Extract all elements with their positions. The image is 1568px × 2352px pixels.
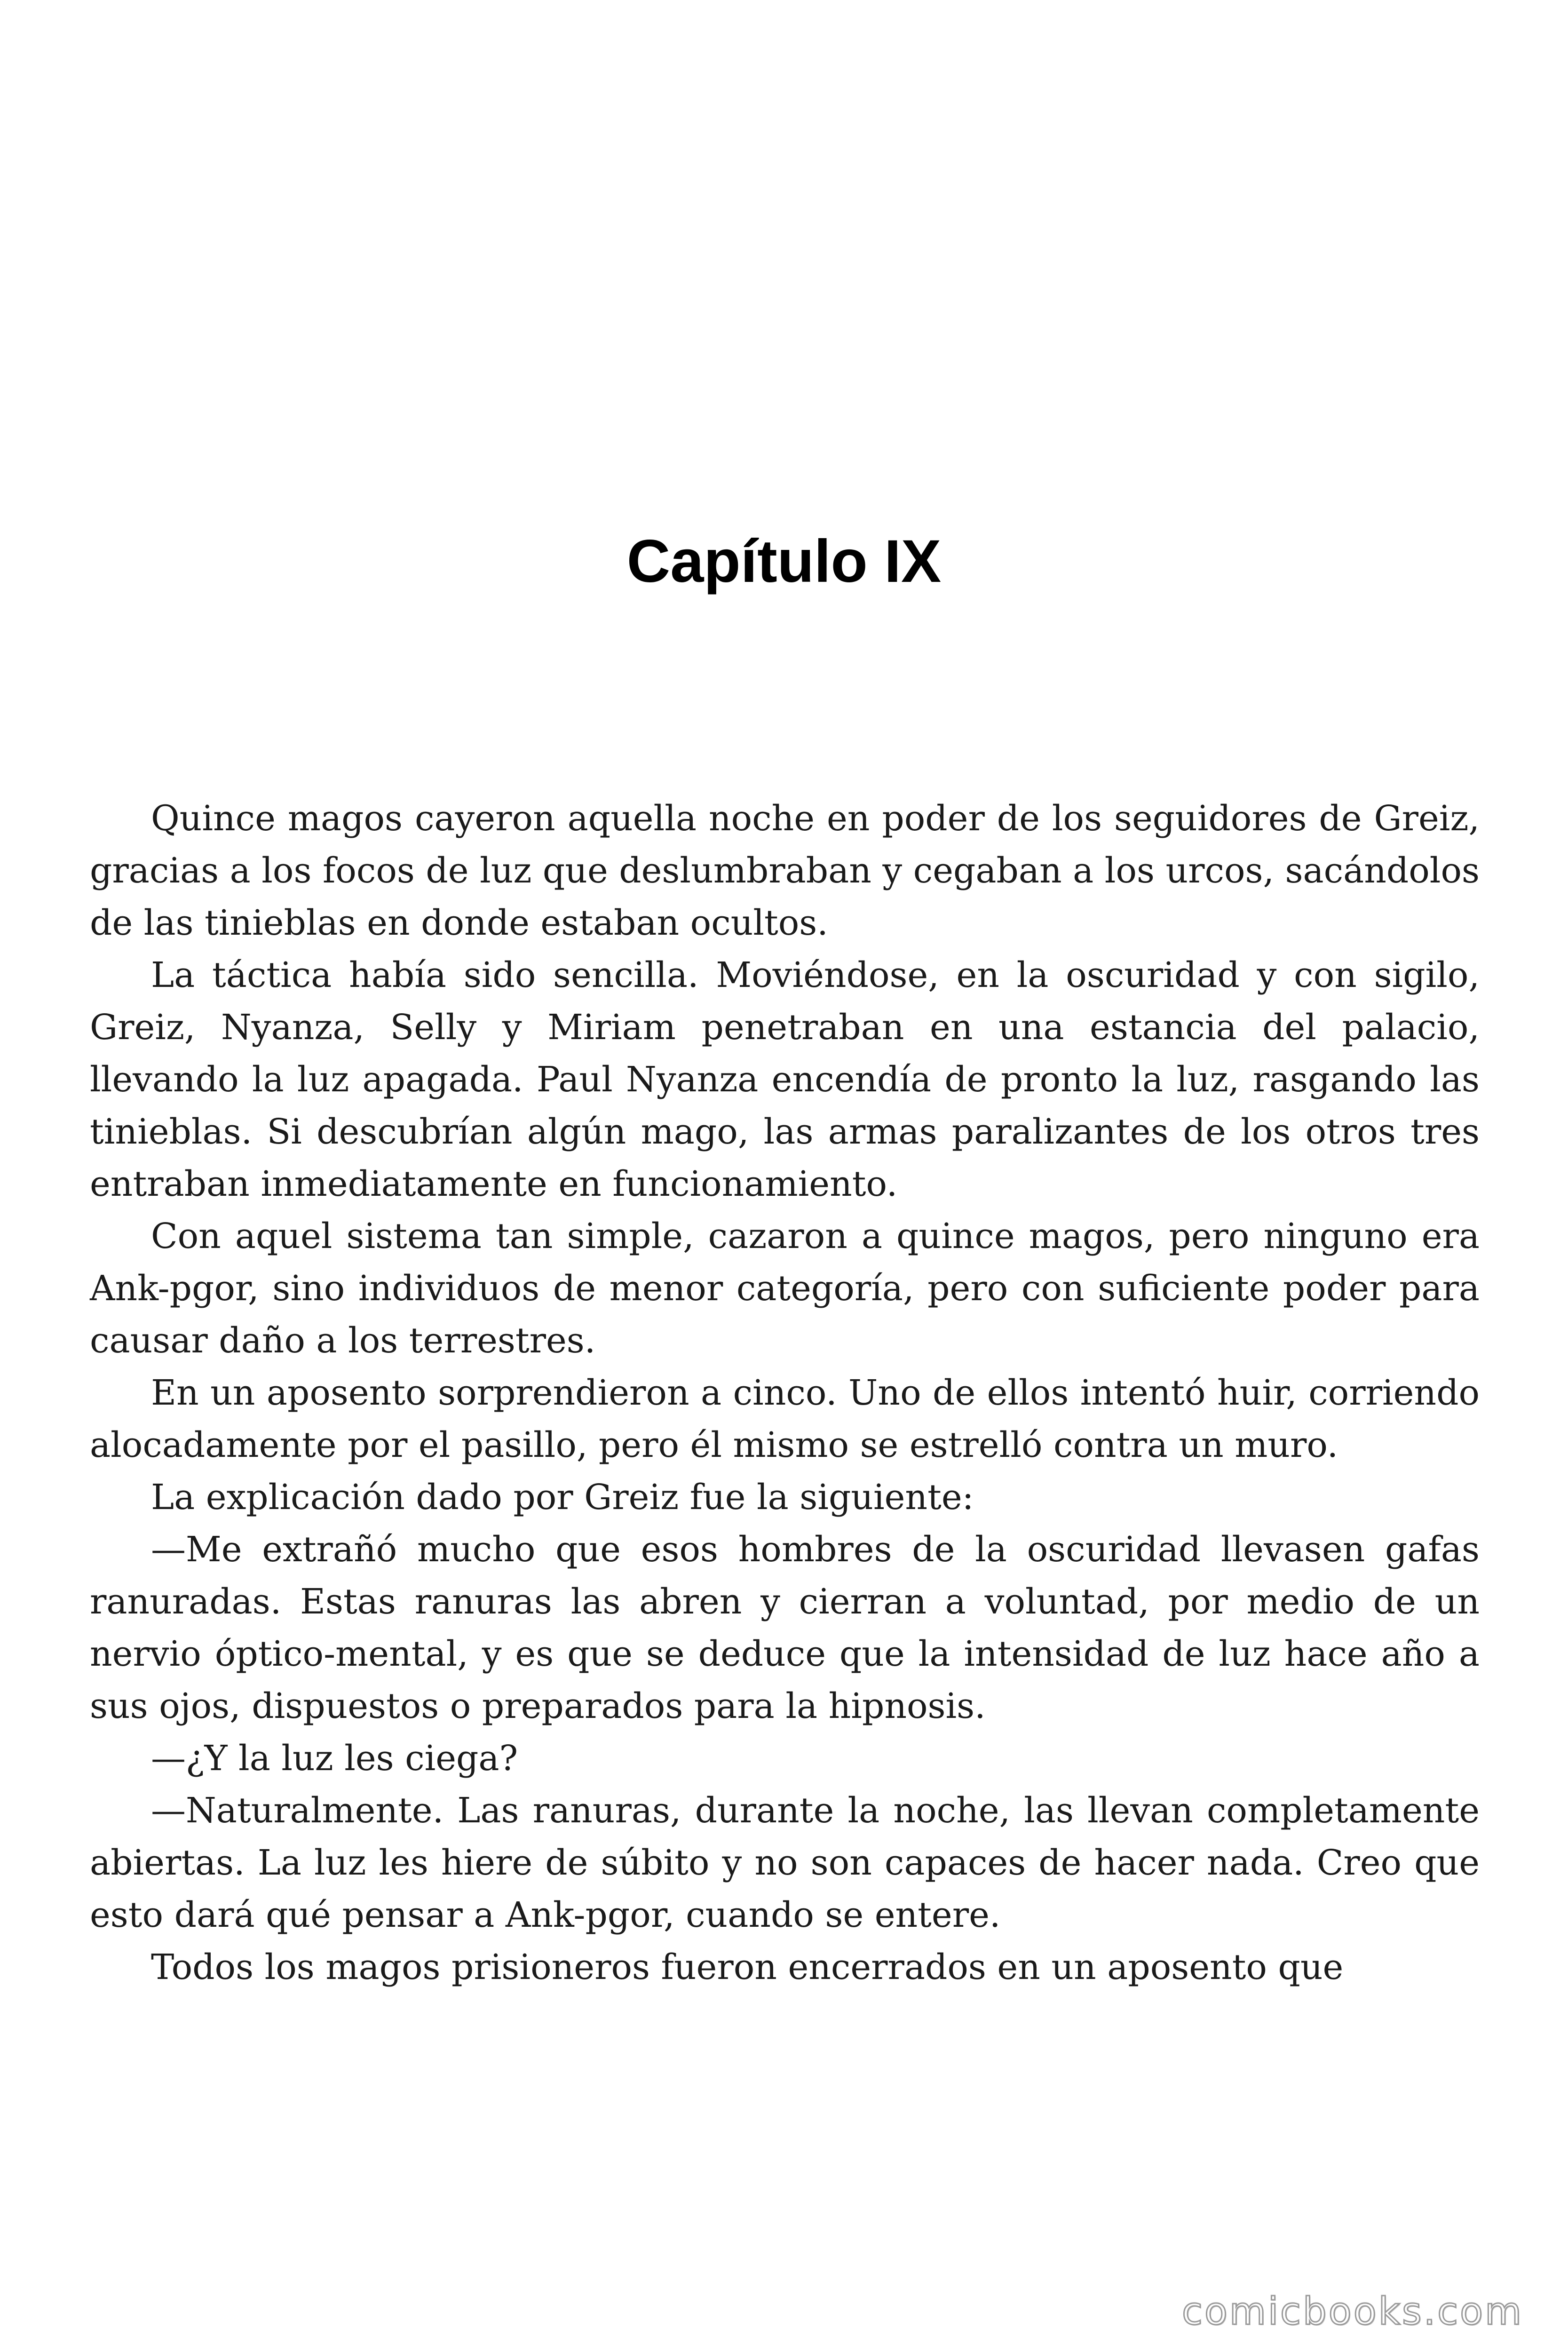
paragraph: La táctica había sido sencilla. Moviéndose, en la oscuridad y con sigilo, Greiz, Nyanza, Selly y Miriam penetraban en una estancia del palacio, llevando la luz apagada. Paul Nyanza encendía de pronto la luz, rasgando las tinieblas. Si descubrían algún mago, las armas paralizantes de los otros tres entraban inmediatamente en funcionamiento.: [90, 955, 1480, 1204]
paragraph: Con aquel sistema tan simple, cazaron a quince magos, pero ninguno era Ank-pgor, sino individuos de menor categoría, pero con suficiente poder para causar daño a los terrestres.: [90, 1216, 1480, 1361]
paragraph: Todos los magos prisioneros fueron encerrados en un aposento que: [151, 1947, 1344, 1987]
paragraph: —Naturalmente. Las ranuras, durante la noche, las llevan completamente abiertas. La luz les hiere de súbito y no son capaces de hacer nada. Creo que esto dará qué pensar a Ank-pgor, cuando se entere.: [90, 1790, 1480, 1935]
paragraph: En un aposento sorprendieron a cinco. Uno de ellos intentó huir, corriendo alocadamente por el pasillo, pero él mismo se estrelló contra un muro.: [90, 1373, 1480, 1465]
watermark: comicbooks.com: [1181, 2289, 1523, 2333]
paragraph: Quince magos cayeron aquella noche en poder de los seguidores de Greiz, gracias a los focos de luz que deslumbraban y cegaban a los urcos, sacándolos de las tinieblas en donde estaban ocultos.: [90, 798, 1480, 943]
paragraph: —Me extrañó mucho que esos hombres de la oscuridad llevasen gafas ranuradas. Estas ranuras las abren y cierran a voluntad, por medio de un nervio óptico-mental, y es que se deduce que la intensidad de luz hace año a sus ojos, dispuestos o preparados para la hipnosis.: [90, 1529, 1480, 1726]
paragraph: La explicación dado por Greiz fue la siguiente:: [151, 1477, 974, 1518]
chapter-body: [90, 793, 1480, 1994]
paragraph: —¿Y la luz les ciega?: [151, 1738, 518, 1779]
chapter-title: Capítulo IX: [626, 528, 942, 595]
